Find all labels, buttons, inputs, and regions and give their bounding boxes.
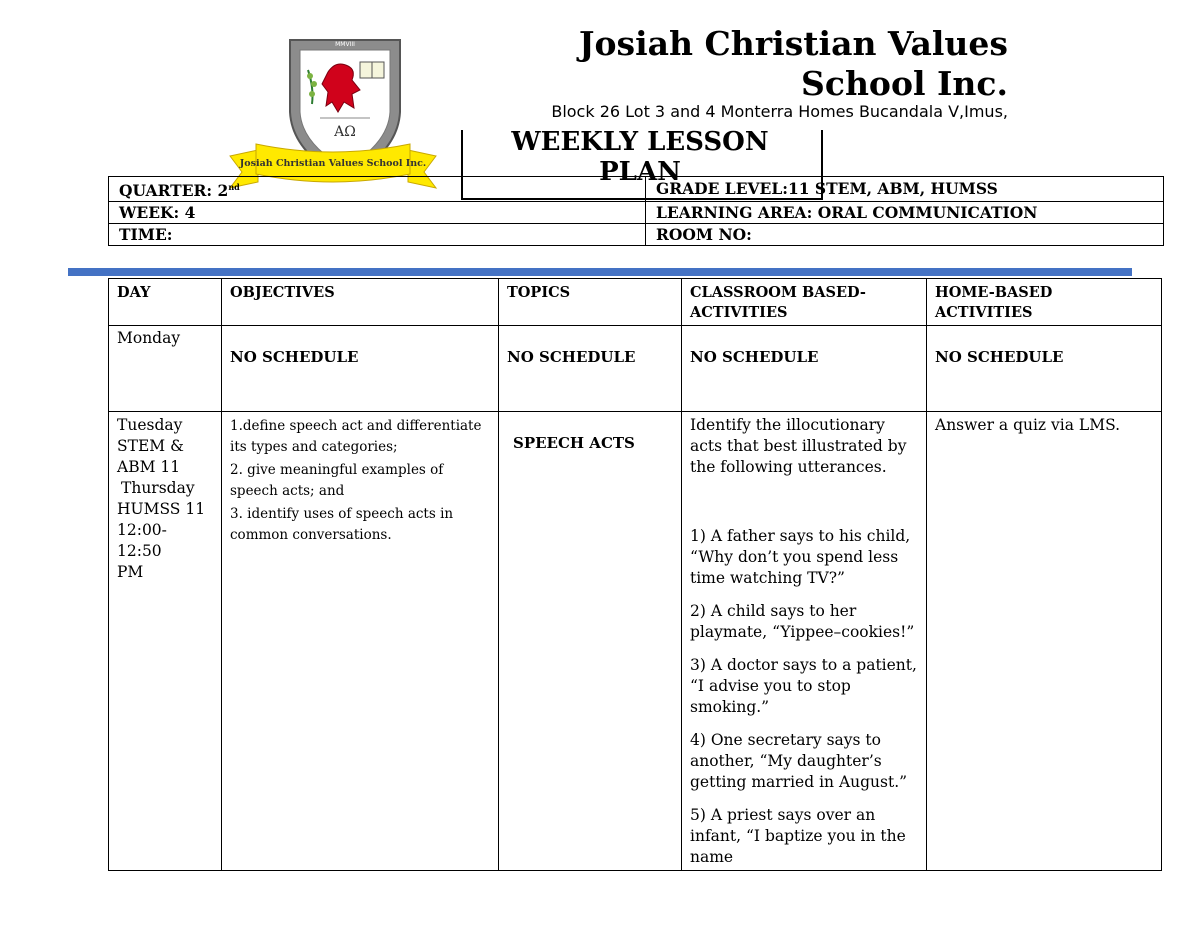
classroom-item: 4) One secretary says to another, “My daughter’s getting married in August.” — [690, 731, 908, 791]
header-home: HOME-BASED ACTIVITIES — [927, 279, 1162, 326]
classroom-item: 2) A child says to her playmate, “Yippee–cookies!” — [690, 602, 915, 641]
learning-area-cell: LEARNING AREA: ORAL COMMUNICATION — [646, 202, 1164, 224]
objective-item: 3. identify uses of speech acts in common conversations. — [230, 506, 454, 543]
header-topics: TOPICS — [499, 279, 682, 326]
svg-text:AΩ: AΩ — [334, 124, 356, 140]
tuesday-day: Tuesday STEM & ABM 11 Thursday HUMSS 11 12:00- 12:50 PM — [109, 412, 222, 871]
tuesday-home — [927, 412, 1162, 871]
monday-home: NO SCHEDULE — [935, 348, 1064, 366]
classroom-item: 3) A doctor says to a patient, “I advise you to stop smoking.” — [690, 656, 917, 716]
monday-day: Monday — [109, 326, 222, 412]
monday-topics: NO SCHEDULE — [507, 348, 636, 366]
tuesday-classroom — [682, 412, 927, 871]
quarter-cell: QUARTER: 2nd — [109, 177, 646, 202]
tuesday-topic: SPEECH ACTS — [513, 434, 635, 452]
table-row — [109, 326, 1162, 412]
header-objectives: OBJECTIVES — [222, 279, 499, 326]
classroom-intro: Identify the illocutionary acts that best illustrated by the following utterances. — [690, 416, 907, 476]
school-logo — [228, 32, 438, 192]
room-cell: ROOM NO: — [646, 224, 1164, 246]
svg-text:Josiah Christian Values School: Josiah Christian Values School Inc. — [239, 158, 427, 169]
table-header-row — [109, 279, 1162, 326]
classroom-item: 1) A father says to his child, “Why don’t you spend less time watching TV?” — [690, 527, 911, 587]
svg-text:MMVIII: MMVIII — [335, 41, 355, 48]
header-day: DAY — [109, 279, 222, 326]
lesson-table — [108, 278, 1162, 871]
week-cell: WEEK: 4 — [109, 202, 646, 224]
school-address: Block 26 Lot 3 and 4 Monterra Homes Bucandala V,Imus, — [551, 102, 1008, 121]
monday-objectives: NO SCHEDULE — [230, 348, 359, 366]
school-name: Josiah Christian Values School Inc. — [578, 24, 1008, 103]
objective-item: 2. give meaningful examples of speech acts; and — [230, 462, 444, 499]
grade-level-cell: GRADE LEVEL:11 STEM, ABM, HUMSS — [646, 177, 1164, 202]
plan-title: WEEKLY LESSON PLAN — [511, 127, 769, 187]
table-row — [109, 412, 1162, 871]
monday-classroom: NO SCHEDULE — [690, 348, 819, 366]
classroom-item: 5) A priest says over an infant, “I baptize you in the name — [690, 806, 906, 866]
divider-bar — [68, 268, 1132, 276]
time-cell: TIME: — [109, 224, 646, 246]
home-activity: Answer a quiz via LMS. — [935, 416, 1121, 434]
header-classroom: CLASSROOM BASED-ACTIVITIES — [682, 279, 927, 326]
tuesday-objectives — [222, 412, 499, 871]
objective-item: 1.define speech act and differentiate its types and categories; — [230, 418, 482, 455]
info-table — [108, 176, 1164, 246]
